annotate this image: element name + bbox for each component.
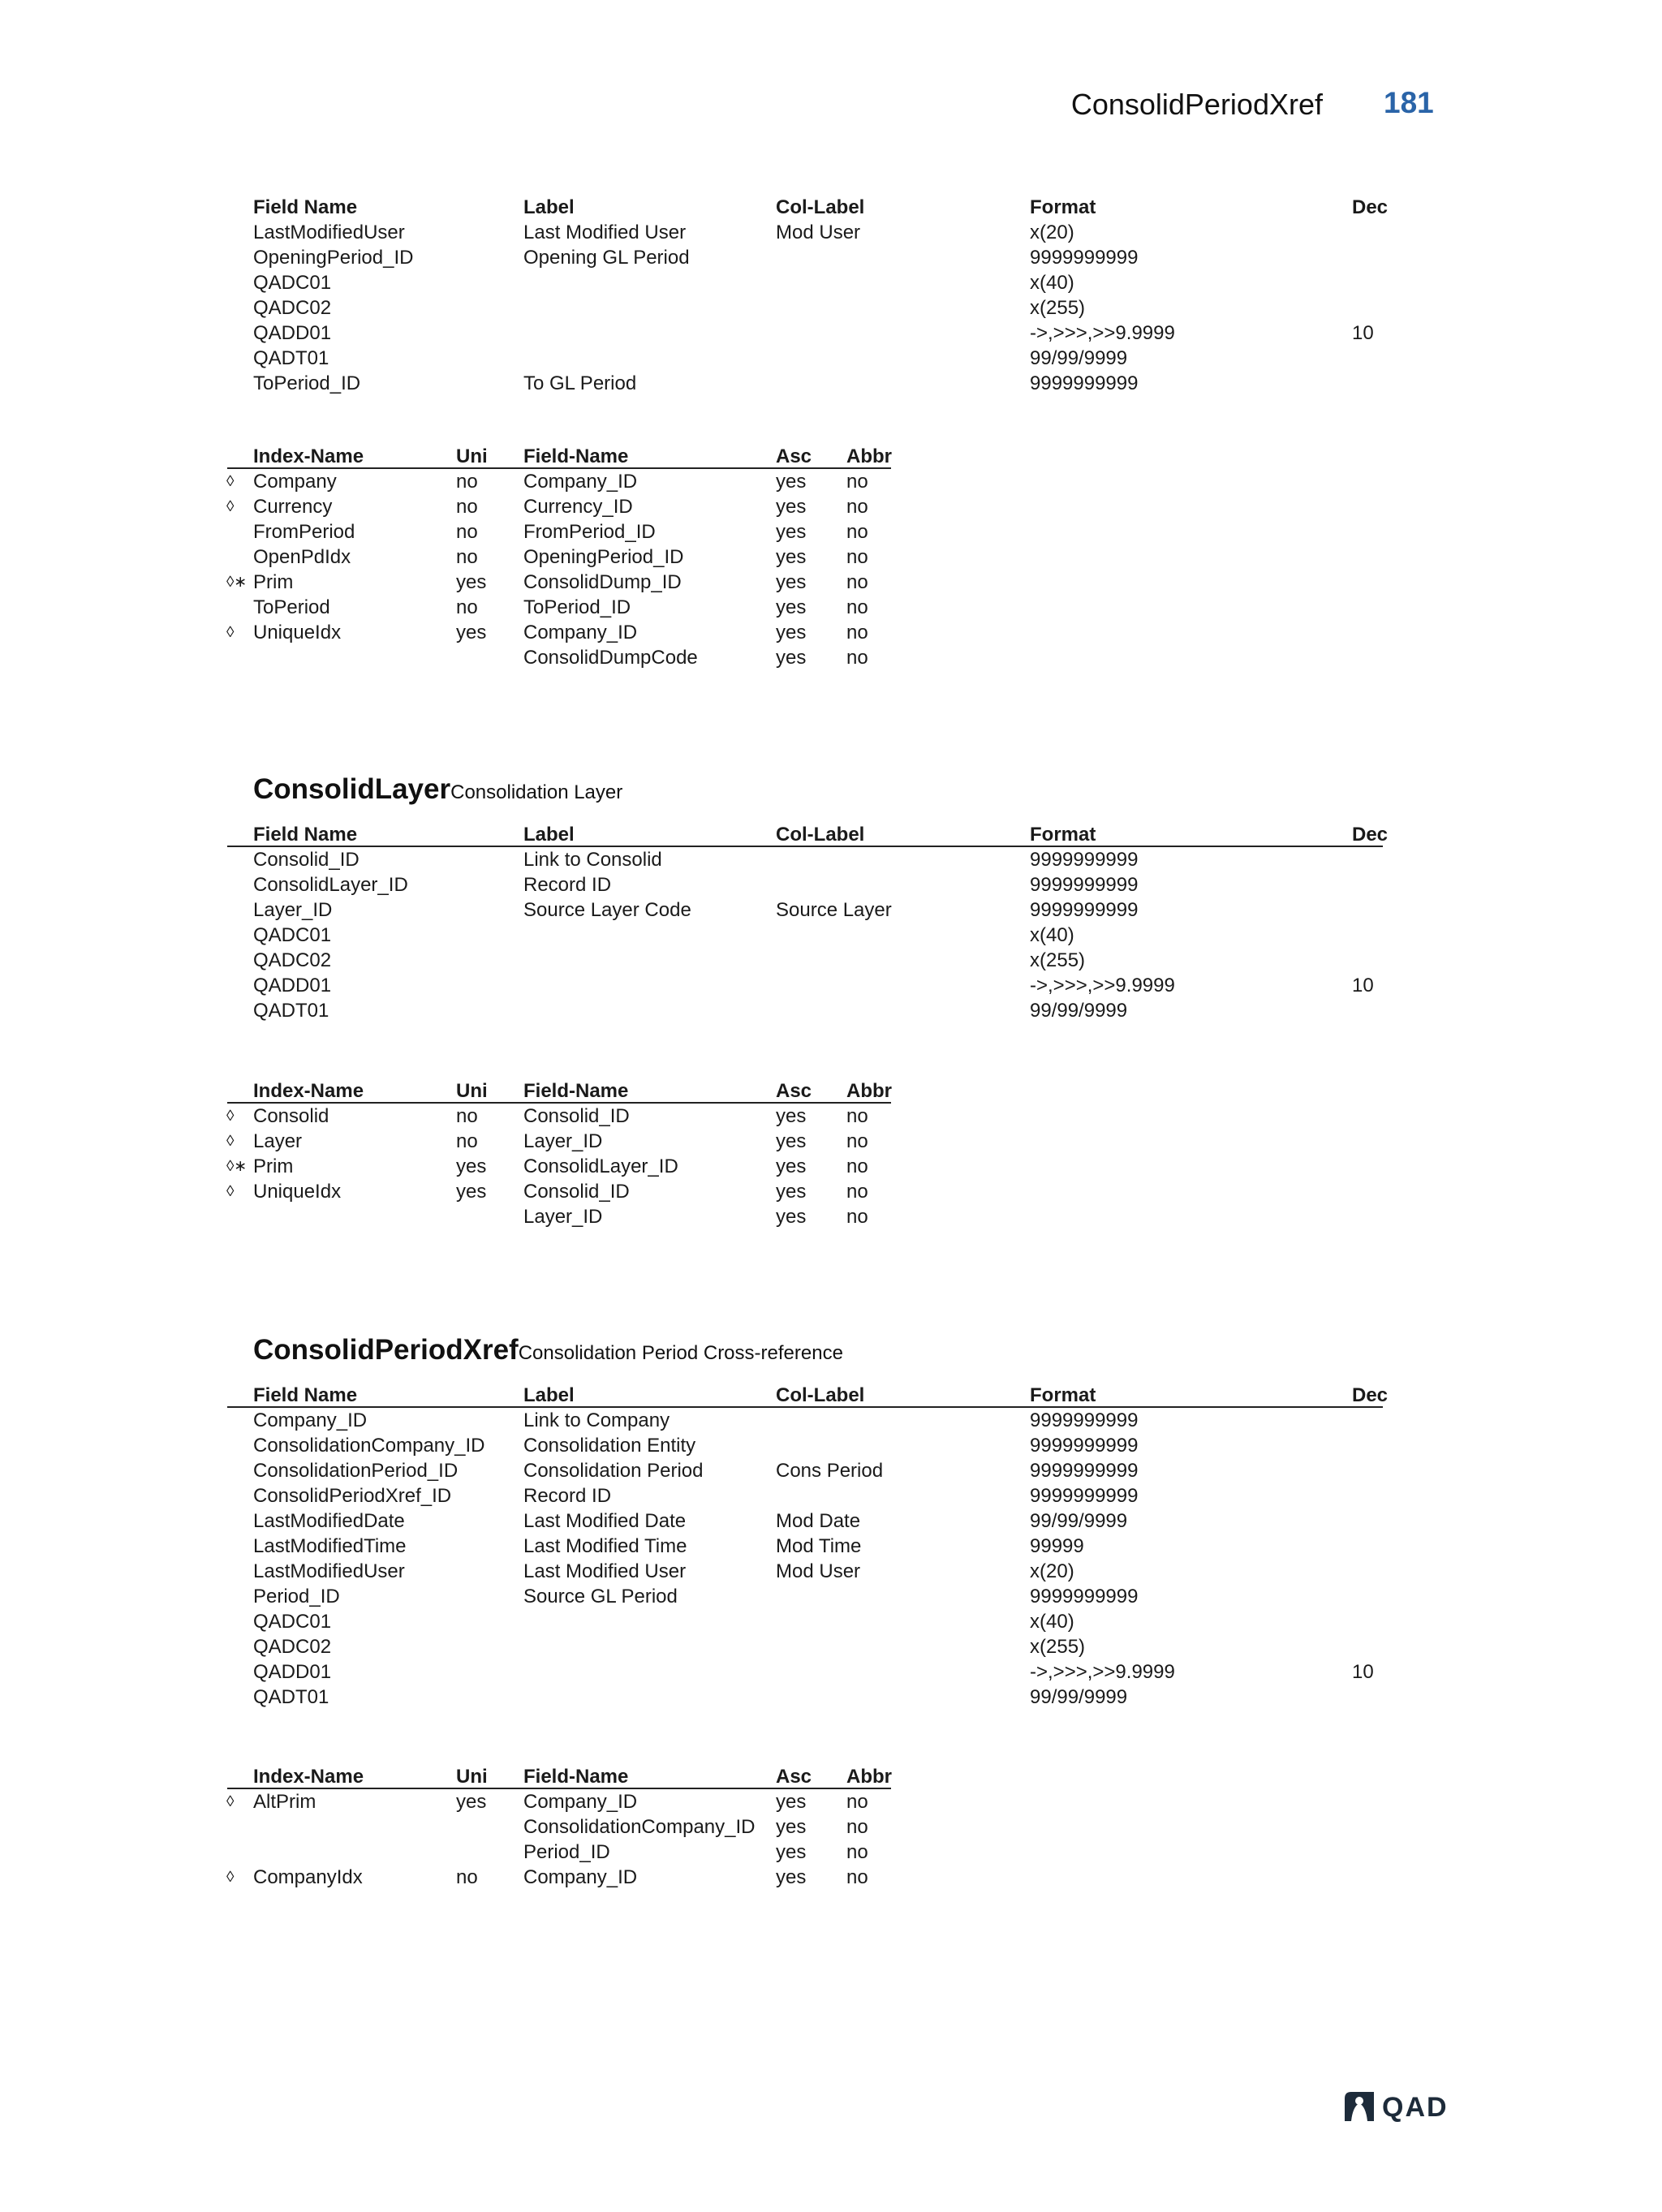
field-name: ConsolidationCompany_ID bbox=[253, 1435, 485, 1457]
index-ascending: yes bbox=[776, 1816, 807, 1838]
field-label: Opening GL Period bbox=[523, 247, 690, 269]
column-header-abbr: Abbr bbox=[846, 445, 892, 467]
table-row bbox=[0, 1814, 1662, 1840]
table-row bbox=[0, 620, 1662, 645]
field-name: QADD01 bbox=[253, 1661, 332, 1683]
index-name: FromPeriod bbox=[253, 521, 355, 543]
index-ascending: yes bbox=[776, 622, 807, 643]
field-name: Layer_ID bbox=[253, 899, 333, 921]
column-header-index-name: Index-Name bbox=[253, 1766, 364, 1788]
field-label: To GL Period bbox=[523, 372, 637, 394]
column-header-label: Label bbox=[523, 1384, 575, 1406]
field-name: LastModifiedTime bbox=[253, 1535, 407, 1557]
field-format: ->,>>>,>>9.9999 bbox=[1030, 322, 1175, 344]
table-row bbox=[0, 1433, 1662, 1458]
column-header-dec: Dec bbox=[1352, 196, 1389, 218]
field-format: 99999 bbox=[1030, 1535, 1084, 1557]
field-name: Company_ID bbox=[253, 1409, 368, 1431]
table-row bbox=[0, 1609, 1662, 1634]
index-abbreviated: no bbox=[846, 1181, 868, 1203]
field-format: x(20) bbox=[1030, 1560, 1074, 1582]
field-col-label: Mod Date bbox=[776, 1510, 861, 1532]
index-unique: yes bbox=[456, 1155, 487, 1177]
index-field-name: ConsolidationCompany_ID bbox=[523, 1816, 756, 1838]
table-row bbox=[0, 998, 1662, 1023]
column-header-col-label: Col-Label bbox=[776, 1384, 865, 1406]
field-format: ->,>>>,>>9.9999 bbox=[1030, 975, 1175, 996]
column-header-uni: Uni bbox=[456, 1766, 488, 1788]
index-field-name: ConsolidDump_ID bbox=[523, 571, 682, 593]
table-row bbox=[0, 595, 1662, 620]
index-table bbox=[0, 444, 1662, 670]
index-ascending: yes bbox=[776, 496, 807, 518]
index-ascending: yes bbox=[776, 521, 807, 543]
index-field-name: Company_ID bbox=[523, 1866, 638, 1888]
field-table bbox=[0, 195, 1662, 396]
column-header-label: Label bbox=[523, 196, 575, 218]
field-label: Consolidation Entity bbox=[523, 1435, 696, 1457]
index-field-name: Layer_ID bbox=[523, 1130, 603, 1152]
index-unique: no bbox=[456, 596, 478, 618]
index-marker: ◊ bbox=[226, 624, 235, 641]
index-marker: ◊ bbox=[226, 1108, 235, 1125]
field-name: QADT01 bbox=[253, 347, 329, 369]
index-field-name: Consolid_ID bbox=[523, 1105, 630, 1127]
table-row bbox=[0, 469, 1662, 494]
qad-logo bbox=[1343, 2090, 1465, 2124]
index-table bbox=[0, 1764, 1662, 1890]
page-title: ConsolidPeriodXref bbox=[1070, 88, 1323, 121]
field-col-label: Mod Time bbox=[776, 1535, 862, 1557]
column-header-field-name: Field-Name bbox=[523, 1080, 629, 1102]
index-name: Prim bbox=[253, 1155, 294, 1177]
index-ascending: yes bbox=[776, 1791, 807, 1813]
index-name: Currency bbox=[253, 496, 333, 518]
table-row bbox=[0, 1634, 1662, 1659]
table-description: Consolidation Layer bbox=[450, 781, 623, 803]
table-header-row bbox=[0, 1383, 1662, 1408]
field-label: Consolidation Period bbox=[523, 1460, 704, 1482]
field-format: x(255) bbox=[1030, 297, 1086, 319]
field-label: Link to Company bbox=[523, 1409, 670, 1431]
field-name: ConsolidPeriodXref_ID bbox=[253, 1485, 452, 1507]
table-row bbox=[0, 1104, 1662, 1129]
page-header bbox=[0, 88, 1662, 136]
table-name: ConsolidPeriodXref bbox=[253, 1334, 519, 1366]
index-abbreviated: no bbox=[846, 1866, 868, 1888]
field-table bbox=[0, 822, 1662, 1023]
field-label: Source Layer Code bbox=[523, 899, 691, 921]
index-field-name: Consolid_ID bbox=[523, 1181, 630, 1203]
index-abbreviated: no bbox=[846, 1816, 868, 1838]
table-header-row bbox=[0, 1078, 1662, 1104]
table-header-row bbox=[0, 1764, 1662, 1789]
index-abbreviated: no bbox=[846, 647, 868, 669]
column-header-format: Format bbox=[1030, 824, 1096, 846]
field-name: ToPeriod_ID bbox=[253, 372, 361, 394]
table-row bbox=[0, 494, 1662, 519]
table-row bbox=[0, 1154, 1662, 1179]
table-row bbox=[0, 371, 1662, 396]
column-header-col-label: Col-Label bbox=[776, 196, 865, 218]
index-name: Company bbox=[253, 471, 337, 493]
index-field-name: Company_ID bbox=[523, 622, 638, 643]
index-abbreviated: no bbox=[846, 521, 868, 543]
index-ascending: yes bbox=[776, 1866, 807, 1888]
column-header-field-name: Field-Name bbox=[523, 1766, 629, 1788]
index-abbreviated: no bbox=[846, 1105, 868, 1127]
field-name: QADC02 bbox=[253, 1636, 332, 1658]
index-field-name: Currency_ID bbox=[523, 496, 633, 518]
index-name: ToPeriod bbox=[253, 596, 330, 618]
table-row bbox=[0, 1408, 1662, 1433]
field-format: x(255) bbox=[1030, 1636, 1086, 1658]
index-table bbox=[0, 1078, 1662, 1229]
index-unique: no bbox=[456, 521, 478, 543]
index-abbreviated: no bbox=[846, 571, 868, 593]
index-abbreviated: no bbox=[846, 496, 868, 518]
field-format: x(40) bbox=[1030, 272, 1074, 294]
index-marker: ◊∗ bbox=[226, 574, 248, 591]
table-row bbox=[0, 220, 1662, 245]
table-row bbox=[0, 872, 1662, 897]
table-row bbox=[0, 1179, 1662, 1204]
index-ascending: yes bbox=[776, 1155, 807, 1177]
column-header-col-label: Col-Label bbox=[776, 824, 865, 846]
index-field-name: OpeningPeriod_ID bbox=[523, 546, 684, 568]
index-name: Prim bbox=[253, 571, 294, 593]
index-ascending: yes bbox=[776, 546, 807, 568]
table-row bbox=[0, 847, 1662, 872]
column-header-dec: Dec bbox=[1352, 1384, 1389, 1406]
table-row bbox=[0, 1458, 1662, 1483]
field-format: 9999999999 bbox=[1030, 1485, 1139, 1507]
index-abbreviated: no bbox=[846, 1130, 868, 1152]
field-format: ->,>>>,>>9.9999 bbox=[1030, 1661, 1175, 1683]
column-header-format: Format bbox=[1030, 196, 1096, 218]
table-row bbox=[0, 645, 1662, 670]
table-row bbox=[0, 1685, 1662, 1710]
index-field-name: Layer_ID bbox=[523, 1206, 603, 1228]
table-row bbox=[0, 1559, 1662, 1584]
index-abbreviated: no bbox=[846, 1791, 868, 1813]
field-format: 9999999999 bbox=[1030, 849, 1139, 871]
index-ascending: yes bbox=[776, 1181, 807, 1203]
index-field-name: ToPeriod_ID bbox=[523, 596, 631, 618]
index-marker: ◊ bbox=[226, 1133, 235, 1150]
field-name: QADC01 bbox=[253, 924, 332, 946]
index-marker: ◊ bbox=[226, 1183, 235, 1200]
table-row bbox=[0, 519, 1662, 544]
field-dec: 10 bbox=[1352, 1661, 1374, 1683]
field-name: QADC01 bbox=[253, 272, 332, 294]
table-row bbox=[0, 1789, 1662, 1814]
column-header-asc: Asc bbox=[776, 445, 812, 467]
index-ascending: yes bbox=[776, 596, 807, 618]
table-row bbox=[0, 1840, 1662, 1865]
column-header-field-name: Field-Name bbox=[523, 445, 629, 467]
column-header-index-name: Index-Name bbox=[253, 445, 364, 467]
index-ascending: yes bbox=[776, 647, 807, 669]
column-header-abbr: Abbr bbox=[846, 1766, 892, 1788]
index-unique: yes bbox=[456, 571, 487, 593]
field-format: 9999999999 bbox=[1030, 372, 1139, 394]
page-number: 181 bbox=[1384, 86, 1434, 119]
column-header-index-name: Index-Name bbox=[253, 1080, 364, 1102]
field-name: LastModifiedUser bbox=[253, 1560, 405, 1582]
field-label: Source GL Period bbox=[523, 1586, 678, 1607]
index-unique: no bbox=[456, 546, 478, 568]
index-abbreviated: no bbox=[846, 596, 868, 618]
field-format: 9999999999 bbox=[1030, 1409, 1139, 1431]
field-col-label: Mod User bbox=[776, 1560, 861, 1582]
index-unique: no bbox=[456, 1866, 478, 1888]
field-format: 9999999999 bbox=[1030, 1460, 1139, 1482]
index-marker: ◊ bbox=[226, 498, 235, 515]
index-unique: no bbox=[456, 1105, 478, 1127]
field-name: QADT01 bbox=[253, 1000, 329, 1022]
field-label: Last Modified User bbox=[523, 222, 687, 243]
field-format: 9999999999 bbox=[1030, 874, 1139, 896]
index-unique: yes bbox=[456, 1791, 487, 1813]
table-row bbox=[0, 346, 1662, 371]
table-row bbox=[0, 544, 1662, 570]
index-field-name: Company_ID bbox=[523, 471, 638, 493]
index-marker: ◊ bbox=[226, 1869, 235, 1886]
table-header-row bbox=[0, 822, 1662, 847]
index-marker: ◊∗ bbox=[226, 1158, 248, 1175]
field-format: x(40) bbox=[1030, 924, 1074, 946]
index-abbreviated: no bbox=[846, 471, 868, 493]
index-name: OpenPdIdx bbox=[253, 546, 351, 568]
field-table bbox=[0, 1383, 1662, 1710]
field-format: 99/99/9999 bbox=[1030, 1000, 1128, 1022]
table-row bbox=[0, 923, 1662, 948]
table-row bbox=[0, 897, 1662, 923]
index-name: AltPrim bbox=[253, 1791, 316, 1813]
index-ascending: yes bbox=[776, 571, 807, 593]
field-format: 9999999999 bbox=[1030, 899, 1139, 921]
table-row bbox=[0, 245, 1662, 270]
index-marker: ◊ bbox=[226, 1793, 235, 1810]
field-label: Record ID bbox=[523, 874, 612, 896]
index-abbreviated: no bbox=[846, 1155, 868, 1177]
section-title bbox=[253, 773, 622, 806]
table-row bbox=[0, 973, 1662, 998]
field-name: Period_ID bbox=[253, 1586, 340, 1607]
field-name: QADC02 bbox=[253, 297, 332, 319]
field-label: Link to Consolid bbox=[523, 849, 662, 871]
column-header-field-name: Field Name bbox=[253, 824, 358, 846]
field-name: Consolid_ID bbox=[253, 849, 360, 871]
field-format: 99/99/9999 bbox=[1030, 1510, 1128, 1532]
index-name: CompanyIdx bbox=[253, 1866, 363, 1888]
table-row bbox=[0, 295, 1662, 321]
field-name: QADD01 bbox=[253, 322, 332, 344]
field-format: 99/99/9999 bbox=[1030, 1686, 1128, 1708]
index-ascending: yes bbox=[776, 1206, 807, 1228]
index-abbreviated: no bbox=[846, 1206, 868, 1228]
section-title bbox=[253, 1334, 843, 1366]
field-name: ConsolidationPeriod_ID bbox=[253, 1460, 459, 1482]
table-row bbox=[0, 570, 1662, 595]
index-unique: no bbox=[456, 1130, 478, 1152]
table-header-row bbox=[0, 195, 1662, 220]
index-abbreviated: no bbox=[846, 622, 868, 643]
field-name: QADD01 bbox=[253, 975, 332, 996]
table-row bbox=[0, 1534, 1662, 1559]
table-row bbox=[0, 321, 1662, 346]
index-abbreviated: no bbox=[846, 1841, 868, 1863]
index-name: Consolid bbox=[253, 1105, 329, 1127]
table-row bbox=[0, 1584, 1662, 1609]
field-format: x(40) bbox=[1030, 1611, 1074, 1633]
field-format: 9999999999 bbox=[1030, 247, 1139, 269]
table-row bbox=[0, 1204, 1662, 1229]
table-row bbox=[0, 270, 1662, 295]
qad-logo-icon bbox=[1343, 2090, 1376, 2123]
index-field-name: FromPeriod_ID bbox=[523, 521, 656, 543]
index-field-name: ConsolidLayer_ID bbox=[523, 1155, 678, 1177]
field-format: x(255) bbox=[1030, 949, 1086, 971]
field-format: x(20) bbox=[1030, 222, 1074, 243]
field-name: OpeningPeriod_ID bbox=[253, 247, 414, 269]
table-row bbox=[0, 1659, 1662, 1685]
logo-text: QAD bbox=[1382, 2092, 1449, 2123]
field-dec: 10 bbox=[1352, 322, 1374, 344]
index-ascending: yes bbox=[776, 1841, 807, 1863]
table-header-row bbox=[0, 444, 1662, 469]
field-col-label: Source Layer bbox=[776, 899, 892, 921]
column-header-uni: Uni bbox=[456, 1080, 488, 1102]
field-format: 9999999999 bbox=[1030, 1586, 1139, 1607]
index-unique: no bbox=[456, 496, 478, 518]
table-description: Consolidation Period Cross-reference bbox=[518, 1342, 843, 1364]
field-name: QADC02 bbox=[253, 949, 332, 971]
column-header-format: Format bbox=[1030, 1384, 1096, 1406]
field-dec: 10 bbox=[1352, 975, 1374, 996]
index-ascending: yes bbox=[776, 471, 807, 493]
index-ascending: yes bbox=[776, 1130, 807, 1152]
field-col-label: Cons Period bbox=[776, 1460, 884, 1482]
index-unique: yes bbox=[456, 622, 487, 643]
field-name: LastModifiedUser bbox=[253, 222, 405, 243]
table-row bbox=[0, 1483, 1662, 1508]
index-field-name: Company_ID bbox=[523, 1791, 638, 1813]
field-name: QADT01 bbox=[253, 1686, 329, 1708]
index-ascending: yes bbox=[776, 1105, 807, 1127]
index-name: UniqueIdx bbox=[253, 622, 342, 643]
column-header-uni: Uni bbox=[456, 445, 488, 467]
index-name: UniqueIdx bbox=[253, 1181, 342, 1203]
field-name: LastModifiedDate bbox=[253, 1510, 405, 1532]
index-abbreviated: no bbox=[846, 546, 868, 568]
field-label: Last Modified Date bbox=[523, 1510, 687, 1532]
column-header-field-name: Field Name bbox=[253, 196, 358, 218]
column-header-field-name: Field Name bbox=[253, 1384, 358, 1406]
index-unique: no bbox=[456, 471, 478, 493]
field-col-label: Mod User bbox=[776, 222, 861, 243]
column-header-dec: Dec bbox=[1352, 824, 1389, 846]
index-field-name: Period_ID bbox=[523, 1841, 610, 1863]
field-label: Record ID bbox=[523, 1485, 612, 1507]
table-row bbox=[0, 948, 1662, 973]
field-format: 99/99/9999 bbox=[1030, 347, 1128, 369]
column-header-abbr: Abbr bbox=[846, 1080, 892, 1102]
field-name: ConsolidLayer_ID bbox=[253, 874, 408, 896]
table-row bbox=[0, 1508, 1662, 1534]
table-name: ConsolidLayer bbox=[253, 773, 451, 805]
field-name: QADC01 bbox=[253, 1611, 332, 1633]
field-label: Last Modified User bbox=[523, 1560, 687, 1582]
index-field-name: ConsolidDumpCode bbox=[523, 647, 698, 669]
field-label: Last Modified Time bbox=[523, 1535, 687, 1557]
field-format: 9999999999 bbox=[1030, 1435, 1139, 1457]
table-row bbox=[0, 1129, 1662, 1154]
index-name: Layer bbox=[253, 1130, 303, 1152]
table-row bbox=[0, 1865, 1662, 1890]
column-header-asc: Asc bbox=[776, 1766, 812, 1788]
column-header-asc: Asc bbox=[776, 1080, 812, 1102]
index-marker: ◊ bbox=[226, 473, 235, 490]
column-header-label: Label bbox=[523, 824, 575, 846]
index-unique: yes bbox=[456, 1181, 487, 1203]
